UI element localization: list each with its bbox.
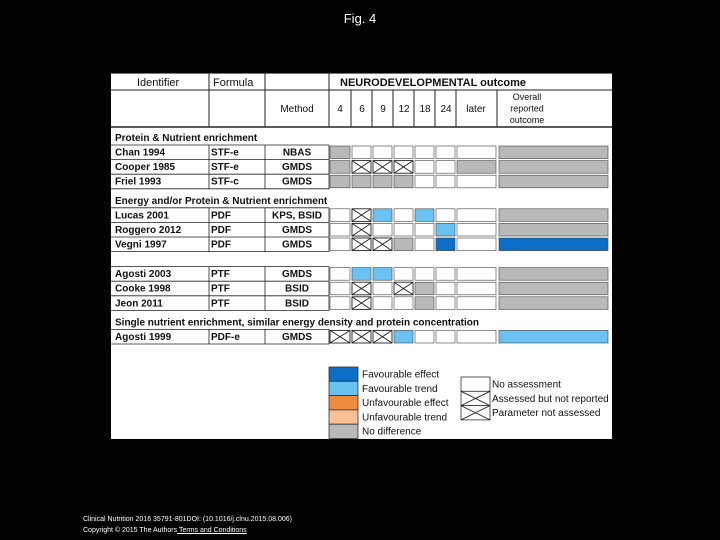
cell-nd — [499, 268, 608, 281]
section-title: Single nutrient enrichment, similar energy density and protein concentration — [115, 317, 479, 329]
cell-none — [394, 297, 413, 310]
row-formula: PDF — [211, 210, 231, 222]
row-identifier: Agosti 1999 — [115, 331, 172, 343]
legend-label: Favourable effect — [362, 369, 440, 381]
row-formula: PTF — [211, 298, 230, 310]
cell-nd — [499, 297, 608, 310]
header-overall-line: Overall — [512, 92, 542, 102]
cell-fe — [499, 238, 608, 251]
row-identifier: Friel 1993 — [115, 176, 162, 188]
cell-none — [330, 209, 350, 222]
row-method: GMDS — [282, 331, 312, 343]
legend-swatch-ue — [329, 396, 358, 410]
cell-none — [457, 330, 496, 343]
header-identifier: Identifier — [137, 77, 180, 89]
cell-none — [394, 146, 413, 159]
cell-none — [330, 297, 350, 310]
cell-none — [330, 223, 350, 236]
header-age-18: 18 — [419, 104, 431, 115]
cell-none — [457, 175, 496, 188]
legend-swatch-nd — [329, 424, 358, 438]
row-formula: STF-c — [211, 176, 239, 188]
cell-nd — [499, 175, 608, 188]
cell-none — [457, 238, 496, 251]
cell-none — [457, 146, 496, 159]
cell-nd — [415, 297, 434, 310]
header-age-12: 12 — [398, 104, 410, 115]
row-formula: PTF — [211, 269, 230, 281]
cell-none — [415, 161, 434, 174]
cell-ft — [415, 209, 434, 222]
cell-ft — [373, 209, 392, 222]
legend-swatch-ut — [329, 410, 358, 424]
cell-none — [415, 175, 434, 188]
cell-none — [436, 282, 455, 295]
row-identifier: Jeon 2011 — [115, 298, 163, 310]
cell-none — [436, 146, 455, 159]
legend-label: Parameter not assessed — [492, 408, 601, 420]
cell-none — [394, 268, 413, 281]
row-formula: STF-e — [211, 147, 239, 159]
row-identifier: Cooper 1985 — [115, 162, 176, 174]
cell-none — [373, 297, 392, 310]
cell-fe — [436, 238, 455, 251]
row-identifier: Agosti 2003 — [115, 269, 172, 281]
header-overall-line: outcome — [509, 115, 545, 125]
section-title: Protein & Nutrient enrichment — [115, 133, 258, 144]
cell-none — [457, 223, 496, 236]
row-formula: STF-e — [211, 162, 239, 174]
cell-none — [330, 282, 350, 295]
header-age-6: 6 — [359, 104, 365, 115]
table-content — [115, 77, 609, 439]
cell-nd — [415, 282, 434, 295]
row-method: GMDS — [282, 176, 312, 188]
row-formula: PTF — [211, 283, 230, 295]
cell-none — [415, 238, 434, 251]
legend-label: No assessment — [492, 379, 561, 391]
figure-title: Fig. 4 — [343, 11, 377, 26]
row-formula: PDF — [211, 239, 231, 251]
cell-none — [330, 238, 350, 251]
row-method: BSID — [285, 283, 309, 295]
cell-none — [436, 330, 455, 343]
header-age-24: 24 — [440, 104, 452, 115]
legend-label: Unfavourable effect — [362, 398, 449, 410]
cell-ft — [394, 330, 413, 343]
cell-none — [457, 209, 496, 222]
row-method: GMDS — [282, 224, 312, 236]
header-formula: Formula — [213, 77, 254, 89]
row-identifier: Vegni 1997 — [115, 239, 167, 251]
row-formula: PDF-e — [211, 331, 240, 343]
row-identifier: Cooke 1998 — [115, 283, 171, 295]
cell-nd — [394, 238, 413, 251]
footer-copyright-line — [83, 527, 247, 534]
cell-ft — [499, 330, 608, 343]
row-method: BSID — [285, 298, 309, 310]
cell-none — [330, 268, 350, 281]
cell-nd — [352, 175, 371, 188]
cell-none — [436, 175, 455, 188]
legend-swatch-fe — [329, 367, 358, 381]
neurodevelopmental-outcome-table — [111, 73, 612, 439]
cell-none — [373, 282, 392, 295]
cell-nd — [499, 161, 608, 174]
row-method: KPS, BSID — [271, 210, 323, 222]
row-formula: PDF — [211, 224, 231, 236]
cell-none — [415, 223, 434, 236]
row-identifier: Lucas 2001 — [115, 210, 169, 222]
cell-none — [415, 330, 434, 343]
terms-and-conditions-link[interactable]: Terms and Conditions — [177, 527, 247, 534]
cell-none — [436, 297, 455, 310]
cell-nd — [499, 282, 608, 295]
header-outcome: NEURODEVELOPMENTAL outcome — [340, 77, 526, 89]
cell-nd — [330, 161, 350, 174]
row-method: GMDS — [282, 162, 312, 174]
cell-ft — [436, 223, 455, 236]
header-age-later: later — [466, 104, 486, 115]
footer-citation: Clinical Nutrition 2016 35791-801DOI: (10.1016/j.clnu.2015.08.006) — [83, 516, 292, 523]
legend-swatch-none — [461, 377, 490, 391]
figure-panel — [111, 73, 612, 439]
cell-none — [373, 146, 392, 159]
row-method: GMDS — [282, 269, 312, 281]
cell-none — [436, 161, 455, 174]
header-method: Method — [280, 104, 314, 115]
cell-ft — [352, 268, 371, 281]
header-age-9: 9 — [380, 104, 386, 115]
row-method: NBAS — [282, 147, 312, 159]
legend-label: Unfavourable trend — [362, 412, 448, 424]
cell-nd — [373, 175, 392, 188]
cell-none — [457, 268, 496, 281]
section-title: Energy and/or Protein & Nutrient enrichment — [115, 195, 328, 207]
cell-nd — [499, 146, 608, 159]
cell-none — [394, 223, 413, 236]
cell-nd — [499, 223, 608, 236]
cell-none — [457, 282, 496, 295]
cell-none — [415, 146, 434, 159]
header-overall-line: reported — [510, 103, 544, 114]
legend-swatch-ft — [329, 381, 358, 395]
cell-nd — [330, 146, 350, 159]
cell-ft — [373, 268, 392, 281]
cell-nd — [499, 209, 608, 222]
cell-none — [352, 146, 371, 159]
cell-nd — [330, 175, 350, 188]
row-identifier: Chan 1994 — [115, 147, 166, 159]
legend-label: No difference — [362, 426, 422, 438]
cell-nd — [457, 161, 496, 174]
footer-copyright: Copyright © 2015 The Authors — [83, 527, 178, 534]
legend-label: Favourable trend — [362, 383, 438, 395]
cell-nd — [394, 175, 413, 188]
row-method: GMDS — [282, 239, 312, 251]
cell-none — [457, 297, 496, 310]
cell-none — [436, 209, 455, 222]
cell-none — [394, 209, 413, 222]
row-identifier: Roggero 2012 — [115, 224, 182, 236]
cell-none — [373, 223, 392, 236]
cell-none — [436, 268, 455, 281]
cell-none — [415, 268, 434, 281]
legend-label: Assessed but not reported — [492, 393, 609, 405]
header-age-4: 4 — [337, 104, 343, 115]
